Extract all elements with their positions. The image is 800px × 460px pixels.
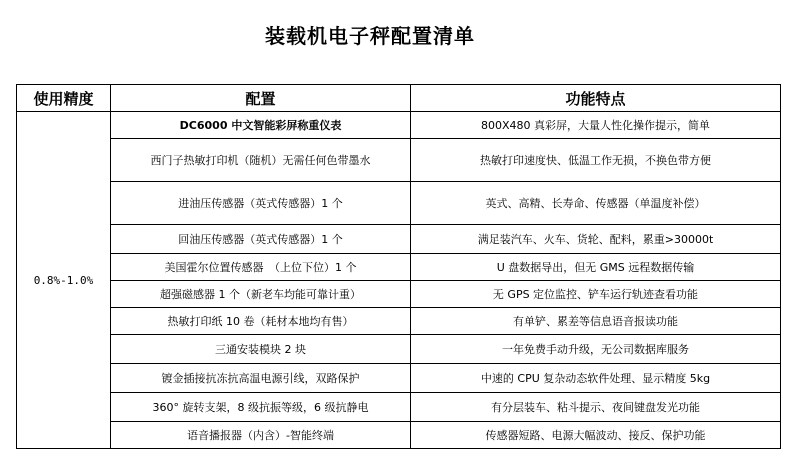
table-row <box>17 254 781 281</box>
feature-cell: 传感器短路、电源大幅波动、接反、保护功能 <box>411 422 781 449</box>
feature-cell: 有单铲、累差等信息语音报读功能 <box>411 308 781 335</box>
config-cell: 美国霍尔位置传感器 （上位下位）1 个 <box>111 254 411 281</box>
page-title: 装载机电子秤配置清单 <box>265 24 475 48</box>
config-cell: 热敏打印纸 10 卷（耗材本地均有售） <box>111 308 411 335</box>
precision-cell: 0.8%-1.0% <box>17 112 111 449</box>
feature-cell: 800X480 真彩屏，大量人性化操作提示，简单 <box>411 112 781 139</box>
config-cell: 回油压传感器（英式传感器）1 个 <box>111 225 411 254</box>
config-cell: 三通安装模块 2 块 <box>111 335 411 364</box>
table-row <box>17 393 781 422</box>
table-row <box>17 335 781 364</box>
config-cell: 360° 旋转支架，8 级抗振等级，6 级抗静电 <box>111 393 411 422</box>
table-row <box>17 308 781 335</box>
config-cell: 镀金插接抗冻抗高温电源引线，双路保护 <box>111 364 411 393</box>
config-cell: 超强磁感器 1 个（新老车均能可靠计重） <box>111 281 411 308</box>
feature-cell: 有分层装车、粘斗提示、夜间键盘发光功能 <box>411 393 781 422</box>
table-header-row <box>17 85 781 112</box>
table-row <box>17 422 781 449</box>
table-row <box>17 225 781 254</box>
feature-cell: 中速的 CPU 复杂动态软件处理、显示精度 5kg <box>411 364 781 393</box>
header-features: 功能特点 <box>411 85 781 112</box>
header-config: 配置 <box>111 85 411 112</box>
table-row <box>17 281 781 308</box>
config-cell: 语音播报器（内含）-智能终端 <box>111 422 411 449</box>
feature-cell: 热敏打印速度快、低温工作无损，不换色带方便 <box>411 139 781 182</box>
config-cell: 进油压传感器（英式传感器）1 个 <box>111 182 411 225</box>
config-cell: 西门子热敏打印机（随机）无需任何色带墨水 <box>111 139 411 182</box>
config-table <box>16 84 781 449</box>
table-row <box>17 139 781 182</box>
config-cell: DC6000 中文智能彩屏称重仪表 <box>111 112 411 139</box>
feature-cell: 一年免费手动升级，无公司数据库服务 <box>411 335 781 364</box>
header-precision: 使用精度 <box>17 85 111 112</box>
table-row <box>17 112 781 139</box>
feature-cell: 无 GPS 定位监控、铲车运行轨迹查看功能 <box>411 281 781 308</box>
feature-cell: 英式、高精、长寿命、传感器（单温度补偿） <box>411 182 781 225</box>
table-row <box>17 364 781 393</box>
feature-cell: 满足装汽车、火车、货轮、配料，累重>30000t <box>411 225 781 254</box>
feature-cell: U 盘数据导出，但无 GMS 远程数据传输 <box>411 254 781 281</box>
table-row <box>17 182 781 225</box>
